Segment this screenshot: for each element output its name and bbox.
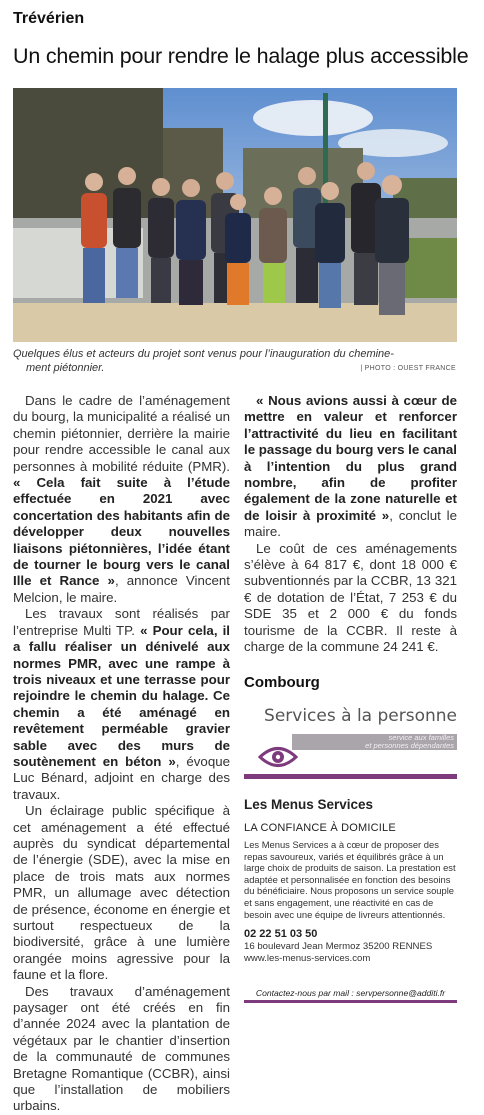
p1-text: Dans le cadre de l’aménagement du bourg, la municipalité a réalisé un chemin piétonnier, derrière la mairie pour rendre accessible le canal aux personnes à mobilité réduite (PMR).: [13, 393, 230, 474]
ad-contact[interactable]: Contactez-nous par mail : servpersonne@additi.fr: [255, 988, 446, 998]
advertisement: [244, 700, 457, 1005]
ad-address: 16 boulevard Jean Mermoz 35200 RENNES: [244, 941, 433, 952]
ad-tagline: LA CONFIANCE À DOMICILE: [244, 822, 396, 834]
article-paragraph-6: Le coût de ces aménagements s’élève à 64 817 €, dont 18 000 € subventionnés par la CCBR, 13 321 € de dotation de l’État, 7 253 € du SDE 35 et 2 000 € du fonds tourisme de la CCBR. Il reste à charge de la commune 24 241 €.: [244, 540, 457, 655]
article-column-2: [244, 393, 457, 656]
ad-accent-bar: [244, 774, 457, 779]
ad-footer-bar: [244, 1000, 457, 1003]
article-column-1: [13, 393, 230, 1115]
ad-company-name: Les Menus Services: [244, 797, 374, 812]
photo-credit: | PHOTO : OUEST FRANCE: [360, 365, 456, 372]
article-headline: Un chemin pour rendre le halage plus accessible: [13, 44, 469, 68]
p2-text: Les travaux sont réalisés par l’entreprise Multi TP.: [13, 606, 230, 638]
article-paragraph-4: Des travaux d’aménagement paysager ont été créés en fin d’année 2024 avec la plantation de végétaux par le chantier d’insertion de la communauté de communes Bretagne Romantique (CCBR), ainsi que l’installation de mobiliers urbains.: [13, 983, 230, 1114]
p1-attribution: , annonce Vincent Melcion, le maire.: [13, 573, 230, 605]
p1-quote: « Cela fait suite à l’étude effectuée en 2021 avec concertation des habitants afin de développer deux nouvelles liaisons piétonnières, l’idée étant de tourner le bourg vers le canal Ille et Rance »: [13, 475, 230, 589]
p5-attribution: , conclut le maire.: [244, 507, 457, 540]
group-photo-illustration: [13, 88, 457, 342]
ad-website[interactable]: www.les-menus-services.com: [244, 953, 371, 964]
article-paragraph-5: [244, 393, 457, 541]
ad-description: Les Menus Services a à cœur de proposer des repas savoureux, variés et équilibrés grâce à un large choix de produits de saison. La prestation est adaptée et personnalisée en fonction des besoins du bénéficiaire. Nous proposons un service souple et sans engagement, une réactivité en cas de besoin avec une équipe de livreurs attentionnés.: [244, 839, 456, 920]
article-paragraph-2: [13, 606, 230, 803]
article-paragraph-1: [13, 393, 230, 606]
p2-attribution: , évoque Luc Bénard, adjoint en charge des travaux.: [13, 753, 231, 802]
ad-band-line2: et personnes dépendantes: [365, 741, 454, 750]
p2-quote: « Pour cela, il a fallu réaliser un dénivelé aux normes PMR, avec une rampe à trois niveaux et une terrasse pour rejoindre le chemin du halage. Ce chemin a été aménagé en revêtement perméable gravier sable avec des murs de soutènement en béton »: [13, 622, 230, 769]
location-kicker: Trévérien: [13, 10, 85, 27]
section-title-combourg: Combourg: [244, 674, 320, 691]
article-photo: [13, 88, 457, 342]
article-paragraph-3: Un éclairage public spécifique à cet aménagement a été effectué auprès du syndicat départemental de l’énergie (SDE), avec la mise en place de trois mats aux normes PMR, un allumage avec détection de présence, économe en énergie et surtout respectueux de la biodiversité, grâce à une lumière orangée moins agressive pour la faune et la flore.: [13, 803, 230, 983]
photo-caption-line1: Quelques élus et acteurs du projet sont venus pour l’inauguration du chemine-: [13, 348, 394, 360]
ad-band: [292, 734, 457, 750]
ad-phone: 02 22 51 03 50: [244, 928, 318, 940]
ad-band-line1: service aux familles: [388, 733, 454, 742]
photo-caption-line2: ment piétonnier.: [26, 362, 105, 374]
p5-quote: « Nous avions aussi à cœur de mettre en valeur et renforcer l’attractivité du lieu en facilitant le passage du bourg vers le canal à l’intention du plus grand nombre, afin de profiter également de la zone naturelle et de loisir à proximité »: [244, 393, 457, 523]
eye-logo-icon: [258, 742, 298, 772]
ad-header: Services à la personne: [264, 706, 457, 726]
